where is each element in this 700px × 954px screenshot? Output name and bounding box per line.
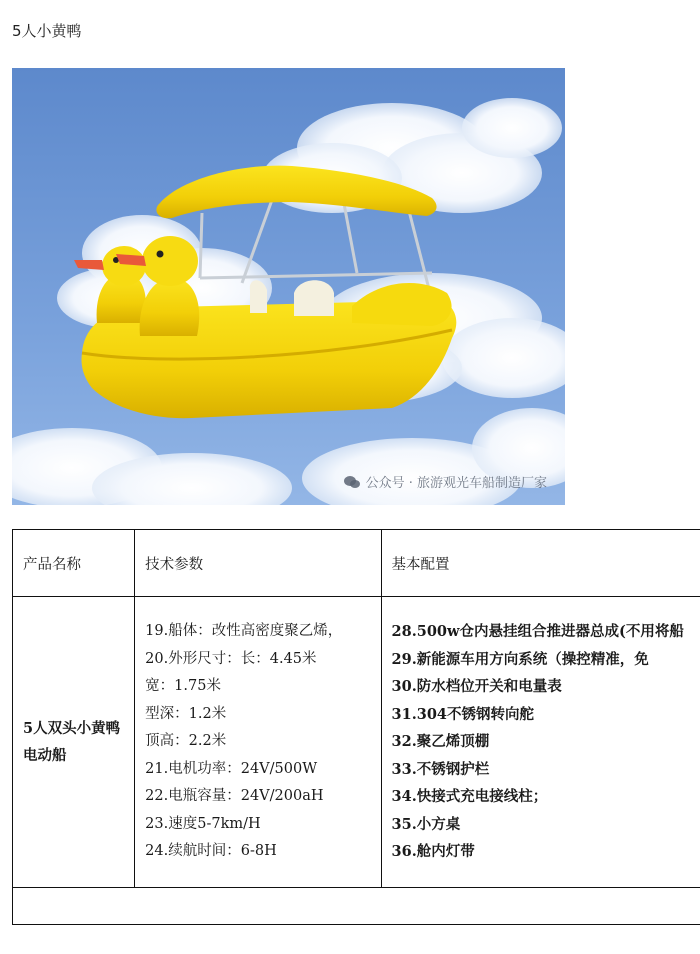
watermark: [344, 472, 547, 491]
config-line: 34.快接式充电接线柱；: [391, 788, 548, 806]
header-tech-params: 技术参数: [135, 530, 381, 597]
tech-params-cell: [135, 597, 381, 888]
seat: [294, 280, 334, 316]
config-line: 33.不锈钢护栏: [391, 760, 490, 778]
empty-cell: [13, 888, 700, 925]
config-line: 35.小方桌: [391, 815, 461, 833]
tech-param-line: 型深：1.2米: [145, 705, 227, 722]
product-name-cell: [13, 597, 135, 888]
tech-param-line: 19.船体：改性高密度聚乙烯，: [145, 623, 343, 640]
product-name: 5人双头小黄鸭电动船: [23, 720, 121, 764]
tech-param-line: 20.外形尺寸：长：4.45米: [145, 650, 317, 667]
header-product-name: 产品名称: [13, 530, 135, 597]
header-config: 基本配置: [381, 530, 700, 597]
duck-boat-photo: [12, 68, 565, 505]
config-line: 30.防水档位开关和电量表: [391, 678, 562, 696]
table-row: [13, 597, 700, 888]
config-line: 28.500w仓内悬挂组合推进器总成(不用将船: [391, 623, 684, 641]
table-header-row: [13, 530, 700, 597]
duck-boat-illustration: [12, 68, 565, 505]
table-empty-row: [13, 888, 700, 925]
page-title: 5人小黄鸭: [12, 22, 82, 40]
tech-param-line: 宽：1.75米: [145, 678, 221, 695]
spec-table: [12, 529, 700, 925]
tech-param-line: 24.续航时间：6-8H: [145, 843, 277, 860]
config-cell: [381, 597, 700, 888]
config-line: 36.舱内灯带: [391, 843, 475, 861]
config-line: 29.新能源车用方向系统（操控精准，免: [391, 650, 649, 668]
config-line: 31.304不锈钢转向舵: [391, 705, 535, 723]
watermark-text: 公众号 · 旅游观光车船制造厂家: [365, 476, 547, 491]
tech-param-line: 21.电机功率：24V/500W: [145, 760, 318, 777]
seat: [250, 280, 267, 313]
config-line: 32.聚乙烯顶棚: [391, 733, 490, 751]
tech-param-line: 23.速度5-7km/H: [145, 815, 261, 832]
wechat-icon: [344, 475, 360, 489]
tech-param-line: 22.电瓶容量：24V/200aH: [145, 788, 324, 805]
tech-param-line: 顶高：2.2米: [145, 733, 227, 750]
